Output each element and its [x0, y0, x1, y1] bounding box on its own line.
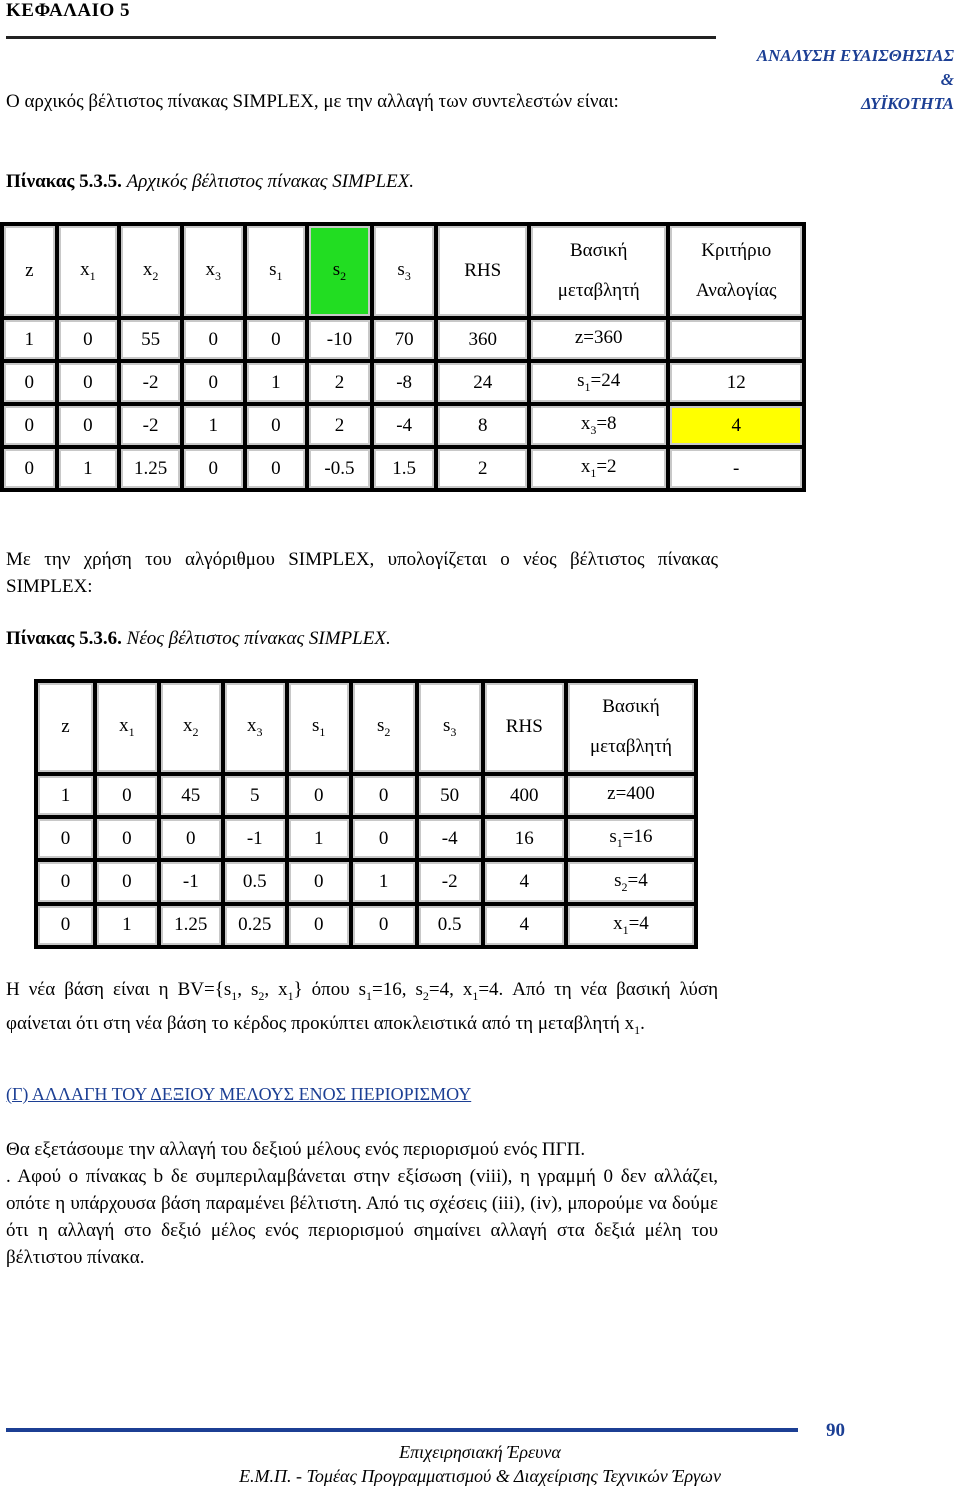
basis-paragraph: Η νέα βάση είναι η $BV=\{s_1$, $s_2$, $x_1$} όπου $s_1=16$, $s_2=4$, $x_1=4$. Από τη νέα βασική λύση φαίνεται ότι στη νέα βάση το κέρδος προκύπτει αποκλειστικά από τη μεταβλητή $x_1$.	[6, 979, 719, 1037]
ratio-cell-min: 4	[670, 406, 802, 445]
simplex-table-initial	[0, 222, 806, 492]
final-paragraph-body: . Αφού ο πίνακας b δε συμπεριλαμβάνεται στην εξίσωση (viii), η γραμμή 0 δεν αλλάζει, οπότε η υπάρχουσα βάση παραμένει βέλτιστη. Από τις σχέσεις (iii), (iv), μπορούμε να δούμε ότι η αλλαγή στο δεξιό μέλος ενός περιορισμού σημαίνει αλλαγή στα δεξιά μέλη του βέλτιστου πίνακα.	[6, 1166, 718, 1268]
table1-header-x2: $x_2$	[121, 226, 180, 316]
basic-var-cell: $x_1=4$	[568, 906, 694, 945]
section-subheading: (Γ) ΑΛΛΑΓΗ ΤΟΥ ΔΕΞΙΟΥ ΜΕΛΟΥΣ ΕΝΟΣ ΠΕΡΙΟΡΙΣΜΟΥ	[6, 1084, 472, 1104]
table2-header-row	[38, 683, 694, 772]
table1-header-s3: $s_3$	[374, 226, 435, 316]
table2-caption-text: Νέος βέλτιστος πίνακας SIMPLEX.	[126, 628, 391, 649]
table2-header-x2: $x_2$	[161, 683, 221, 772]
table1-header-x3: $x_3$	[184, 226, 243, 316]
table-row: 1 0 55 0 0 -10 70 360 z=360	[4, 320, 802, 359]
final-paragraph	[6, 1136, 718, 1271]
mid-paragraph: Με την χρήση του αλγόριθμου SIMPLEX, υπολογίζεται ο νέος βέλτιστος πίνακας SIMPLEX:	[6, 549, 718, 597]
table-row: 0 0 -2 1 0 2 -4 8 $x_3=8$ 4	[4, 406, 802, 445]
ratio-cell: -	[670, 449, 802, 488]
table1-header-s1: $s_1$	[247, 226, 306, 316]
basic-var-cell: $s_1=24$	[531, 363, 666, 402]
chapter-title: ΚΕΦΑΛΑΙΟ 5	[6, 0, 131, 21]
table1-header-z: z	[4, 226, 55, 316]
table1-header-x1: $x_1$	[59, 226, 118, 316]
table-row: 0 0 -2 0 1 2 -8 24 $s_1=24$ 12	[4, 363, 802, 402]
basic-var-cell: $x_3=8$	[531, 406, 666, 445]
section-tag-line1: ΑΝΑΛΥΣΗ ΕΥΑΙΣΘΗΣΙΑΣ &	[756, 46, 954, 89]
table2-header-rhs: RHS	[485, 683, 564, 772]
basic-var-cell: z=400	[568, 776, 694, 815]
table1-caption-number: Πίνακας 5.3.5.	[6, 171, 122, 192]
table1-header-s2: $s_2$	[309, 226, 370, 316]
table1-caption-text: Αρχικός βέλτιστος πίνακας SIMPLEX.	[126, 171, 415, 192]
table-row: 0 0 0 -1 1 0 -4 16 $s_1=16$	[38, 819, 694, 858]
ratio-cell	[670, 320, 802, 359]
footer-department: Ε.Μ.Π. - Τομέας Προγραμματισμού & Διαχείρισης Τεχνικών Έργων	[239, 1466, 721, 1486]
table2-header-s3: $s_3$	[419, 683, 481, 772]
page-number: 90	[826, 1420, 845, 1441]
basic-var-cell: z=360	[531, 320, 666, 359]
table-row: 0 1 1.25 0 0 -0.5 1.5 2 $x_1=2$ -	[4, 449, 802, 488]
table2-header-x1: $x_1$	[97, 683, 157, 772]
basic-var-cell: $s_2=4$	[568, 862, 694, 901]
table1-header-rhs: RHS	[438, 226, 527, 316]
table1-header-basic: Βασική μεταβλητή	[531, 226, 666, 316]
footer-title: Επιχειρησιακή Έρευνα	[399, 1442, 561, 1462]
basic-var-cell: $s_1=16$	[568, 819, 694, 858]
ratio-cell: 12	[670, 363, 802, 402]
table2-header-s1: $s_1$	[289, 683, 349, 772]
table1-header-criterion: Κριτήριο Αναλογίας	[670, 226, 802, 316]
table-row: 0 0 -1 0.5 0 1 -2 4 $s_2=4$	[38, 862, 694, 901]
footer-rule	[6, 1428, 798, 1432]
table-row: 1 0 45 5 0 0 50 400 z=400	[38, 776, 694, 815]
final-paragraph-line1: Θα εξετάσουμε την αλλαγή του δεξιού μέλους ενός περιορισμού ενός ΠΓΠ.	[6, 1139, 586, 1160]
table2-caption	[6, 628, 391, 650]
header-rule	[6, 36, 716, 39]
section-tag-line2: ΔΥΪΚΟΤΗΤΑ	[861, 94, 954, 113]
table1-header-row	[4, 226, 802, 316]
intro-paragraph: Ο αρχικός βέλτιστος πίνακας SIMPLEX, με την αλλαγή των συντελεστών είναι:	[6, 91, 619, 112]
table2-header-basic: Βασική μεταβλητή	[568, 683, 694, 772]
table2-header-s2: $s_2$	[353, 683, 415, 772]
basic-var-cell: $x_1=2$	[531, 449, 666, 488]
table1-caption	[6, 171, 414, 193]
table2-caption-number: Πίνακας 5.3.6.	[6, 628, 122, 649]
table-row: 0 1 1.25 0.25 0 0 0.5 4 $x_1=4$	[38, 906, 694, 945]
simplex-table-new	[34, 679, 698, 949]
section-tag	[740, 44, 954, 116]
table2-header-z: z	[38, 683, 93, 772]
table2-header-x3: $x_3$	[225, 683, 285, 772]
